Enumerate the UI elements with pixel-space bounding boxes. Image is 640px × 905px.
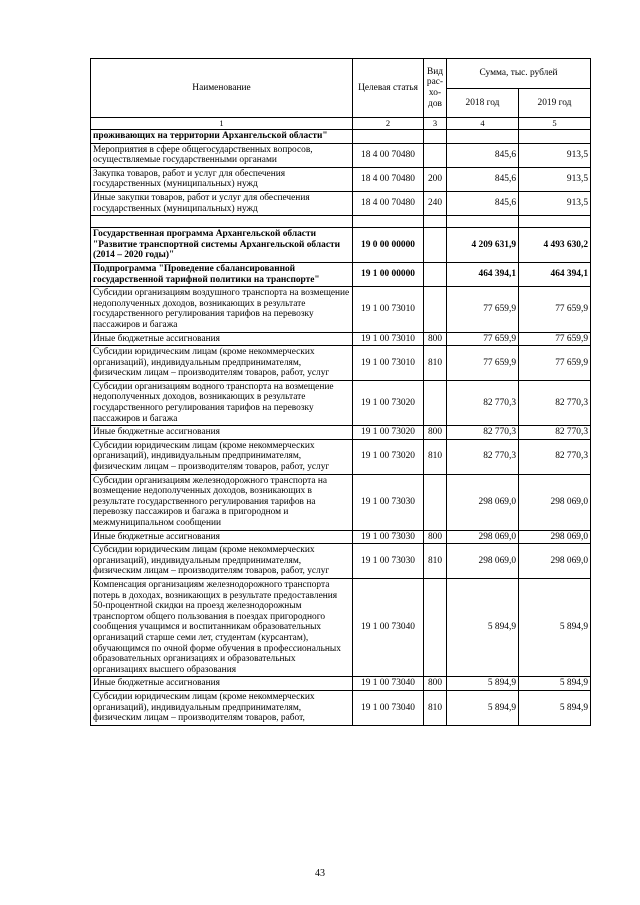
row-sum-2018: 298 069,0 — [447, 474, 519, 530]
row-sum-2018: 4 209 631,9 — [447, 228, 519, 263]
row-sum-2018: 845,6 — [447, 191, 519, 215]
row-target-code: 19 1 00 00000 — [353, 262, 424, 286]
budget-table — [90, 58, 591, 726]
row-target-code: 18 4 00 70480 — [353, 191, 424, 215]
header-name: Наименование — [91, 59, 353, 118]
table-row — [91, 143, 591, 167]
column-index: 5 — [519, 118, 591, 130]
page-number: 43 — [315, 868, 325, 879]
empty-cell — [91, 216, 353, 228]
column-index: 1 — [91, 118, 353, 130]
row-expense-type — [424, 143, 447, 167]
row-expense-type — [424, 578, 447, 676]
table-row — [91, 346, 591, 381]
row-sum-2018: 77 659,9 — [447, 287, 519, 332]
row-sum-2018: 82 770,3 — [447, 439, 519, 474]
header-code: Целевая статья — [353, 59, 424, 118]
row-target-code: 19 1 00 73040 — [353, 677, 424, 691]
row-sum-2018: 82 770,3 — [447, 426, 519, 440]
row-expense-type: 810 — [424, 439, 447, 474]
table-row — [91, 167, 591, 191]
row-name: Компенсация организациям железнодорожного транспорта потерь в доходах, возникающих в результате предоставления 50-процентной скидки на проезд железнодорожным транспортом общего пользования в поездах пригородного сообщения учащимся и воспитанникам образовательных организаций старше семи лет, студентам (курсантам), обучающимся по очной форме обучения в профессиональных образовательных организациях и образовательных организациях высшего образования — [91, 578, 353, 676]
row-sum-2019: 464 394,1 — [519, 262, 591, 286]
row-target-code: 19 1 00 73030 — [353, 530, 424, 544]
row-sum-2019: 82 770,3 — [519, 426, 591, 440]
row-name: Иные закупки товаров, работ и услуг для обеспечения государственных (муниципальных) нужд — [91, 191, 353, 215]
row-sum-2019: 913,5 — [519, 191, 591, 215]
row-target-code: 18 4 00 70480 — [353, 143, 424, 167]
row-sum-2019: 298 069,0 — [519, 544, 591, 579]
row-expense-type — [424, 474, 447, 530]
table-row — [91, 426, 591, 440]
row-sum-2019: 5 894,9 — [519, 578, 591, 676]
empty-cell — [519, 216, 591, 228]
row-target-code: 19 1 00 73010 — [353, 332, 424, 346]
spacer-row — [91, 216, 591, 228]
table-row — [91, 130, 591, 144]
table-row — [91, 677, 591, 691]
column-index-row — [91, 118, 591, 130]
row-sum-2019: 5 894,9 — [519, 690, 591, 725]
row-name: проживающих на территории Архангельской области" — [91, 130, 353, 144]
row-target-code: 19 0 00 00000 — [353, 228, 424, 263]
row-expense-type: 800 — [424, 677, 447, 691]
row-expense-type: 800 — [424, 530, 447, 544]
row-target-code: 18 4 00 70480 — [353, 167, 424, 191]
row-name: Закупка товаров, работ и услуг для обеспечения государственных (муниципальных) нужд — [91, 167, 353, 191]
row-expense-type: 200 — [424, 167, 447, 191]
row-target-code: 19 1 00 73020 — [353, 439, 424, 474]
row-sum-2018: 845,6 — [447, 143, 519, 167]
table-row — [91, 287, 591, 332]
column-index: 2 — [353, 118, 424, 130]
table-row — [91, 380, 591, 425]
row-sum-2019: 4 493 630,2 — [519, 228, 591, 263]
table-row — [91, 690, 591, 725]
row-name: Субсидии юридическим лицам (кроме некоммерческих организаций), индивидуальным предпринимателям, физическим лицам – производителям товаров, работ, услуг — [91, 439, 353, 474]
row-target-code: 19 1 00 73030 — [353, 474, 424, 530]
row-name: Иные бюджетные ассигнования — [91, 677, 353, 691]
table-row — [91, 544, 591, 579]
row-sum-2019: 77 659,9 — [519, 332, 591, 346]
row-sum-2019: 5 894,9 — [519, 677, 591, 691]
row-name: Государственная программа Архангельской области "Развитие транспортной системы Архангельской области (2014 – 2020 годы)" — [91, 228, 353, 263]
empty-cell — [424, 216, 447, 228]
row-target-code: 19 1 00 73040 — [353, 578, 424, 676]
row-target-code: 19 1 00 73020 — [353, 380, 424, 425]
column-index: 3 — [424, 118, 447, 130]
row-sum-2018: 5 894,9 — [447, 690, 519, 725]
row-target-code: 19 1 00 73010 — [353, 287, 424, 332]
row-name: Субсидии юридическим лицам (кроме некоммерческих организаций), индивидуальным предпринимателям, физическим лицам – производителям товаров, работ, услуг — [91, 544, 353, 579]
row-sum-2019: 82 770,3 — [519, 439, 591, 474]
header-row — [91, 59, 591, 89]
row-expense-type: 810 — [424, 346, 447, 381]
table-row — [91, 439, 591, 474]
row-sum-2019: 82 770,3 — [519, 380, 591, 425]
row-sum-2018: 298 069,0 — [447, 544, 519, 579]
row-sum-2018: 845,6 — [447, 167, 519, 191]
row-name: Субсидии организациям железнодорожного транспорта на возмещение недополученных доходов, возникающих в результате государственного регулирования тарифов на перевозку пассажиров и багажа в пригородном и межмуниципальном сообщении — [91, 474, 353, 530]
table-row — [91, 578, 591, 676]
row-name: Подпрограмма "Проведение сбалансированной государственной тарифной политики на транспорте" — [91, 262, 353, 286]
row-name: Иные бюджетные ассигнования — [91, 332, 353, 346]
row-target-code: 19 1 00 73020 — [353, 426, 424, 440]
row-target-code: 19 1 00 73040 — [353, 690, 424, 725]
empty-cell — [353, 216, 424, 228]
row-sum-2018: 298 069,0 — [447, 530, 519, 544]
row-expense-type — [424, 380, 447, 425]
row-expense-type: 240 — [424, 191, 447, 215]
row-sum-2019: 913,5 — [519, 143, 591, 167]
header-year-2018: 2018 год — [447, 89, 519, 118]
table-row — [91, 332, 591, 346]
header-sum: Сумма, тыс. рублей — [447, 59, 591, 89]
row-sum-2019: 913,5 — [519, 167, 591, 191]
row-name: Субсидии юридическим лицам (кроме некоммерческих организаций), индивидуальным предпринимателям, физическим лицам – производителям товаров, работ, услуг — [91, 346, 353, 381]
row-sum-2018: 464 394,1 — [447, 262, 519, 286]
row-expense-type — [424, 262, 447, 286]
row-target-code — [353, 130, 424, 144]
row-expense-type: 800 — [424, 426, 447, 440]
row-target-code: 19 1 00 73030 — [353, 544, 424, 579]
table-row — [91, 228, 591, 263]
row-sum-2019: 77 659,9 — [519, 287, 591, 332]
row-sum-2019: 77 659,9 — [519, 346, 591, 381]
row-sum-2018: 77 659,9 — [447, 332, 519, 346]
table-body — [91, 130, 591, 726]
row-sum-2019: 298 069,0 — [519, 530, 591, 544]
header-year-2019: 2019 год — [519, 89, 591, 118]
row-name: Субсидии юридическим лицам (кроме некоммерческих организаций), индивидуальным предпринимателям, физическим лицам – производителям товаров, работ, — [91, 690, 353, 725]
row-expense-type: 810 — [424, 544, 447, 579]
empty-cell — [447, 216, 519, 228]
table-row — [91, 191, 591, 215]
row-sum-2018 — [447, 130, 519, 144]
table-row — [91, 474, 591, 530]
row-sum-2019 — [519, 130, 591, 144]
row-expense-type — [424, 130, 447, 144]
row-sum-2019: 298 069,0 — [519, 474, 591, 530]
row-sum-2018: 5 894,9 — [447, 677, 519, 691]
row-sum-2018: 77 659,9 — [447, 346, 519, 381]
row-sum-2018: 82 770,3 — [447, 380, 519, 425]
row-expense-type — [424, 228, 447, 263]
row-sum-2018: 5 894,9 — [447, 578, 519, 676]
row-name: Иные бюджетные ассигнования — [91, 426, 353, 440]
row-expense-type — [424, 287, 447, 332]
row-expense-type: 810 — [424, 690, 447, 725]
table-row — [91, 262, 591, 286]
row-name: Субсидии организациям воздушного транспорта на возмещение недополученных доходов, возникающих в результате государственного регулирования тарифов на перевозку пассажиров и багажа — [91, 287, 353, 332]
row-name: Мероприятия в сфере общегосударственных вопросов, осуществляемые государственными органами — [91, 143, 353, 167]
table-row — [91, 530, 591, 544]
row-expense-type: 800 — [424, 332, 447, 346]
row-target-code: 19 1 00 73010 — [353, 346, 424, 381]
column-index: 4 — [447, 118, 519, 130]
row-name: Субсидии организациям водного транспорта на возмещение недополученных доходов, возникающих в результате государственного регулирования тарифов на перевозку пассажиров и багажа — [91, 380, 353, 425]
header-expense-type: Вид рас-хо-дов — [424, 59, 447, 118]
row-name: Иные бюджетные ассигнования — [91, 530, 353, 544]
